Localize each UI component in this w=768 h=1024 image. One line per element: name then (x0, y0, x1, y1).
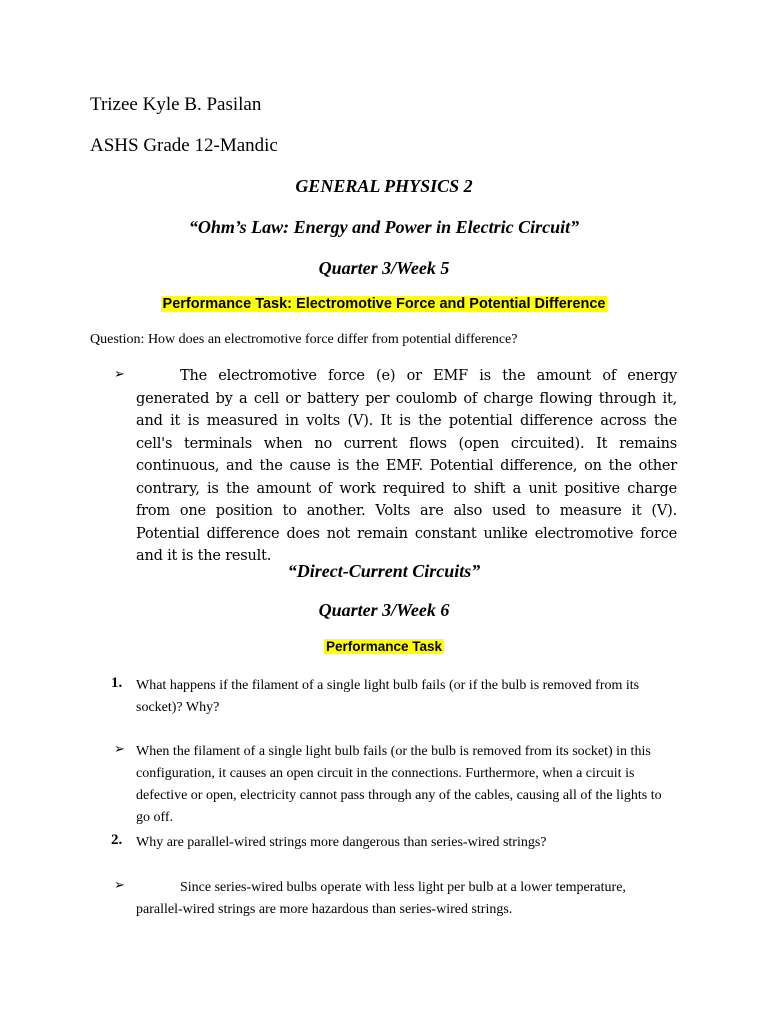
question-2-number: 2. (111, 832, 123, 848)
question-emf: Question: How does an electromotive force differ from potential difference? (90, 332, 518, 347)
topic-title-dc-circuits: “Direct-Current Circuits” (287, 561, 481, 581)
answer-emf: The electromotive force (e) or EMF is the amount of energy generated by a cell or battery per coulomb of charge flowing through it, and it is measured in volts (V). It is the potential difference across the cell's terminals when no current flows (open circuited). It remains continuous, and the cause is the EMF. Potential difference, on the other contrary, is the amount of work required to shift a unit positive charge from one position to another. Volts are also used to measure it (V). Potential difference does not remain constant unlike electromotive force and it is the result. (136, 368, 677, 564)
week-5-title: Quarter 3/Week 5 (318, 258, 450, 278)
student-grade: ASHS Grade 12-Mandic (90, 135, 278, 156)
topic-title-ohms-law: “Ohm’s Law: Energy and Power in Electric Circuit” (188, 217, 580, 237)
answer-2-text: Since series-wired bulbs operate with less light per bulb at a lower temperature, parallel-wired strings are more hazardous than series-wired strings. (136, 880, 626, 917)
task-1-highlighted-heading: Performance Task: Electromotive Force and Potential Difference (162, 296, 606, 312)
arrow-bullet-icon: ➢ (114, 878, 125, 893)
course-title: GENERAL PHYSICS 2 (295, 176, 473, 196)
answer-1-text: When the filament of a single light bulb fails (or the bulb is removed from its socket) in this configuration, it causes an open circuit in the connections. Furthermore, when a circuit is defective or open, electricity cannot pass through any of the cables, causing all of the lights to go off. (136, 744, 662, 825)
question-1-text: What happens if the filament of a single light bulb fails (or if the bulb is removed from its socket)? Why? (136, 678, 640, 715)
student-name: Trizee Kyle B. Pasilan (90, 94, 262, 115)
arrow-bullet-icon: ➢ (114, 742, 125, 757)
question-1-number: 1. (111, 675, 123, 691)
arrow-bullet-icon: ➢ (114, 367, 125, 382)
task-1-heading-row (0, 295, 768, 313)
week-6-title: Quarter 3/Week 6 (318, 600, 450, 620)
question-2-text: Why are parallel-wired strings more dangerous than series-wired strings? (136, 835, 547, 850)
task-2-highlighted-heading: Performance Task (325, 639, 443, 654)
task-2-heading-row (0, 638, 768, 656)
